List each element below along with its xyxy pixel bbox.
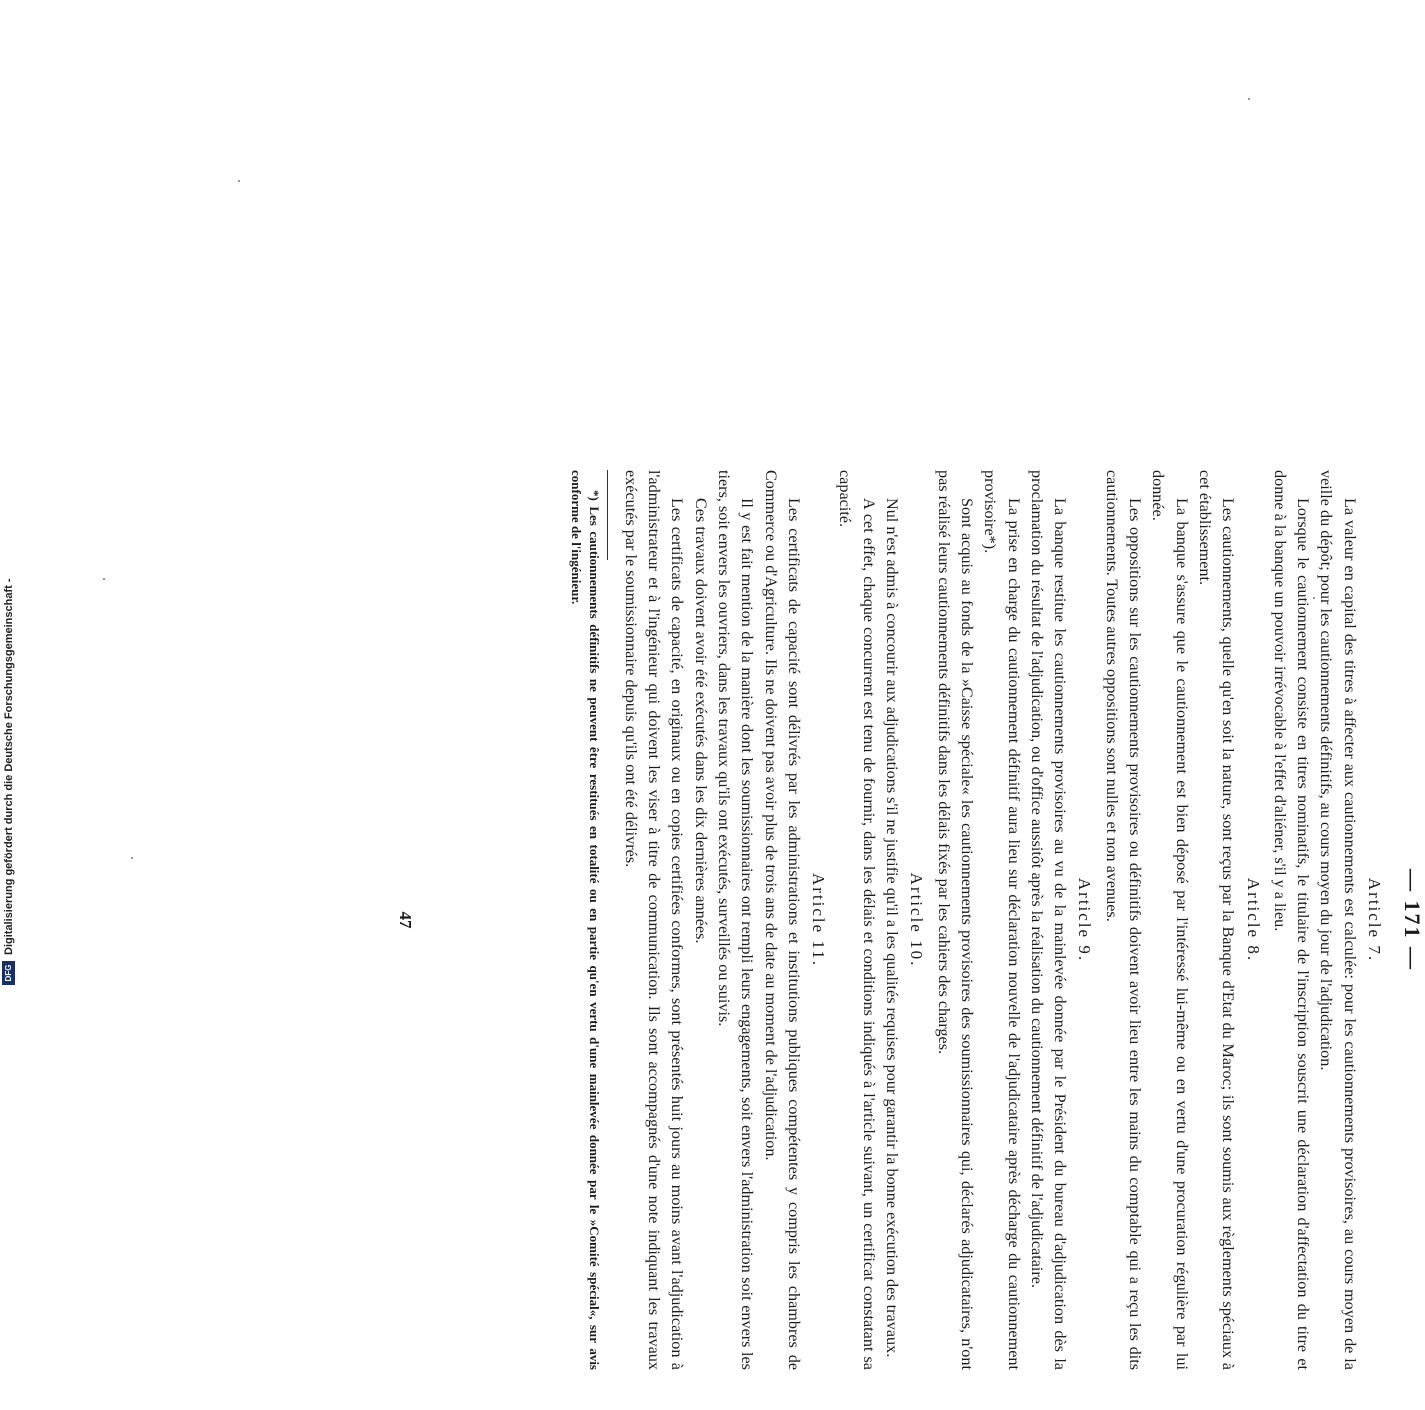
paragraph: Ces travaux doivent avoir été exécutés dans les dix dernières années. bbox=[691, 498, 710, 944]
article-7 bbox=[1268, 470, 1386, 1370]
scan-speck bbox=[238, 180, 240, 182]
paragraph: Les certificats de capacité, en originaux ou en copies certifiées conformes, sont présentés huit jours au moins avant l'adjudication à l'administrateur et à l'ingénieur qui doivent les viser à titre de communication. Ils sont accompagnés d'une note indiquant les travaux exécutés par le soumissionnaire depuis qu'ils ont été délivrés. bbox=[621, 470, 687, 1370]
article-9 bbox=[931, 470, 1096, 1370]
footnote: *) Les cautionnements définitifs ne peuvent être restitués en totalité ou en partie qu'en vertu d'une mainlevée donnée par le »Comité spécial«, sur avis conforme de l'ingénieur. bbox=[569, 470, 603, 1370]
scanned-page bbox=[175, 0, 1425, 1370]
scan-speck bbox=[1248, 98, 1250, 100]
scan-speck bbox=[131, 857, 133, 859]
article-heading: Article 11. bbox=[809, 872, 829, 968]
paragraph: Sont acquis au fonds de la »Caisse spéciale« les cautionnements provisoires des soumissionnaires qui, déclarés adjudicataires, n'ont pas réalisé leurs cautionnements définitifs dans les délais fixés par les cahiers des charges. bbox=[934, 470, 976, 1370]
article-11 bbox=[619, 470, 831, 1370]
digitization-credit-strip bbox=[0, 0, 16, 1000]
paragraph: La banque restitue les cautionnements provisoires au vu de la mainlevée donnée par le Président du bureau d'adjudication dès la proclamation du résultat de l'adjudication, ou d'office aussitôt après la réalisation du cautionnement définitif de l'adjudicataire. bbox=[1027, 470, 1070, 1370]
article-heading: Article 10. bbox=[907, 872, 927, 968]
body-text bbox=[568, 470, 1390, 1370]
paragraph: La valeur en capital des titres à affecter aux cautionnements est calculée: pour les cautionnements provisoires, au cours moyen de la veille du dépôt; pour les cautionnements définitifs, au cours moyen du jour de l'adjudication. bbox=[1317, 470, 1359, 1370]
paragraph: A cet effet, chaque concurrent est tenu de fournir, dans les délais et conditions indiqués à l'article suivant, un certificat constatant sa capacité. bbox=[836, 470, 878, 1370]
footnote-divider bbox=[608, 470, 609, 560]
paragraph: La prise en charge du cautionnement définitif aura lieu sur déclaration nouvelle de l'adjudicataire après décharge du cautionnement provisoire*). bbox=[981, 470, 1023, 1370]
scan-speck bbox=[1313, 597, 1315, 599]
paragraph: Lorsque le cautionnement consiste en titres nominatifs, le titulaire de l'inscription souscrit une déclaration d'affectation du titre et donne à la banque un pouvoir irrévocable à l'effet d'aliéner, s'il y a lieu. bbox=[1270, 470, 1313, 1370]
digitization-credit bbox=[2, 0, 18, 985]
article-8 bbox=[1099, 470, 1264, 1370]
credit-text: Digitalisierung gefördert durch die Deutsche Forschungsgemeinschaft - bbox=[3, 578, 15, 955]
scan-speck bbox=[103, 578, 105, 580]
article-heading: Article 8. bbox=[1243, 877, 1263, 963]
sheet-number: 47 bbox=[396, 911, 415, 929]
paragraph: Les oppositions sur les cautionnements provisoires ou définitifs doivent avoir lieu entre les mains du comptable qui a reçu les dits cautionnements. Toutes autres oppositions sont nulles et non avenues. bbox=[1102, 470, 1145, 1370]
article-heading: Article 9. bbox=[1075, 877, 1095, 963]
paragraph: Les cautionnements, quelle qu'en soit la nature, sont reçus par la Banque d'Etat du Maroc; ils sont soumis aux règlements spéciaux à cet établissement. bbox=[1195, 470, 1238, 1370]
rotated-page-content bbox=[365, 430, 1425, 1410]
paragraph: Il y est fait mention de la manière dont les soumissionnaires ont rempli leurs engagements, soit envers l'administration soit envers les tiers, soit envers les ouvriers, dans les travaux qu'ils ont exécutés, surveillés ou suivis. bbox=[714, 470, 757, 1370]
paragraph: Les certificats de capacité sont délivrés par les administrations et institutions publiques compétentes y compris les chambres de Commerce ou d'Agriculture. Ils ne doivent pas avoir plus de trois ans de date au moment de l'adjudication. bbox=[761, 470, 803, 1370]
dfg-logo: DFG bbox=[2, 961, 15, 985]
page-number: — 171 — bbox=[1400, 869, 1425, 971]
paragraph: Nul n'est admis à concourir aux adjudications s'il ne justifie qu'il a les qualités requises pour garantir la bonne exécution des travaux. bbox=[883, 498, 902, 1358]
article-10 bbox=[833, 470, 928, 1370]
paragraph: La banque s'assure que le cautionnement est bien déposé par l'intéressé lui-même ou en vertu d'une procuration régulière par lui donnée. bbox=[1149, 470, 1191, 1370]
article-heading: Article 7. bbox=[1365, 877, 1384, 963]
